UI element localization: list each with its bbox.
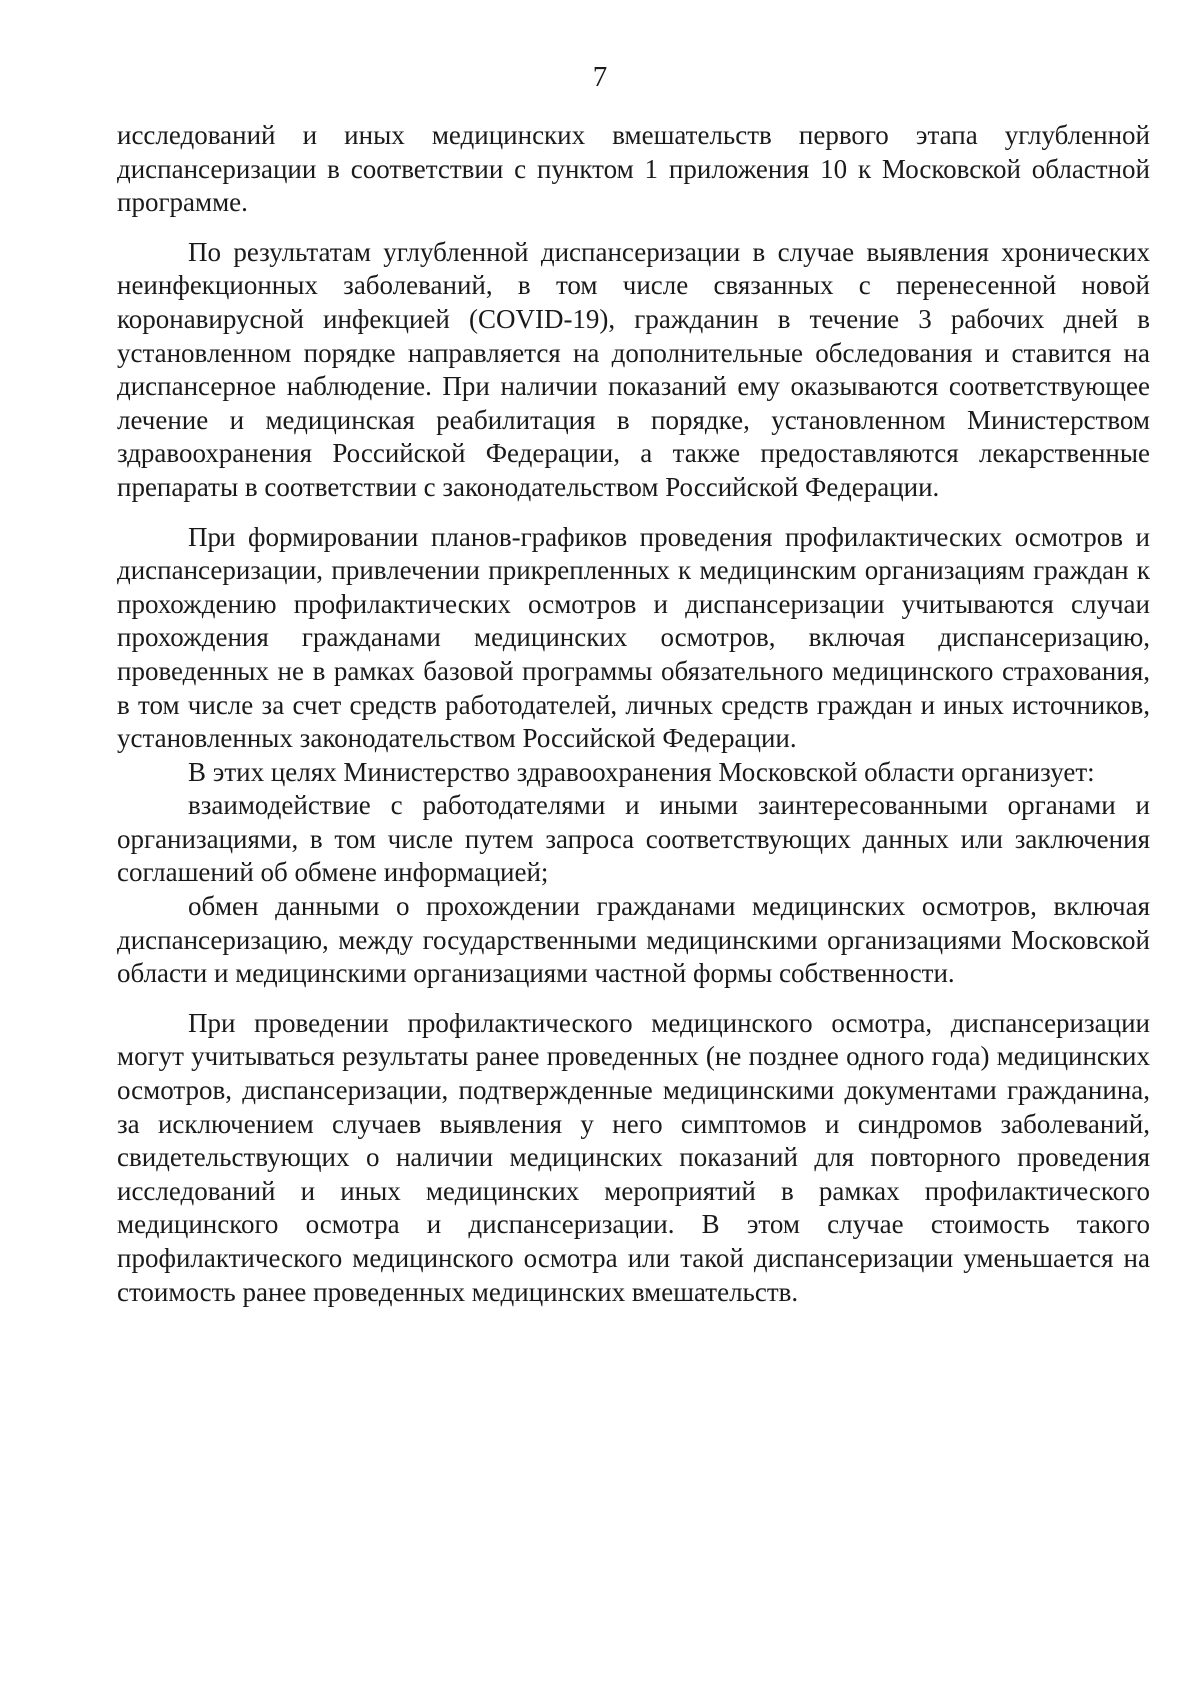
paragraph-prior-results: При проведении профилактического медицинского осмотра, диспансеризации могут учитываться результаты ранее проведенных (не позднее одного года) медицинских осмотров, диспансеризации, подтвержденные медицинскими документами гражданина, за исключением случаев выявления у него симптомов и синдромов заболеваний, свидетельствующих о наличии медицинских показаний для повторного проведения исследований и иных медицинских мероприятий в рамках профилактического медицинского осмотра и диспансеризации. В этом случае стоимость такого профилактического медицинского осмотра или такой диспансеризации уменьшается на стоимость ранее проведенных медицинских вмешательств. (117, 1007, 1150, 1307)
paragraph-gap (117, 220, 1150, 236)
paragraph-ministry-organizes: В этих целях Министерство здравоохранения Московской области организует: (188, 756, 1095, 787)
document-body (117, 119, 1150, 1309)
paragraph-data-exchange: обмен данными о прохождении гражданами медицинских осмотров, включая диспансеризацию, между государственными медицинскими организациями Московской области и медицинскими организациями частной формы собственности. (117, 891, 1150, 989)
paragraph-continuation: исследований и иных медицинских вмешательств первого этапа углубленной диспансеризации в соответствии с пунктом 1 приложения 10 к Московской областной программе. (117, 120, 1150, 218)
paragraph-results: По результатам углубленной диспансеризации в случае выявления хронических неинфекционных заболеваний, в том числе связанных с перенесенной новой коронавирусной инфекцией (COVID-19), гражданин в течение 3 рабочих дней в установленном порядке направляется на дополнительные обследования и ставится на диспансерное наблюдение. При наличии показаний ему оказываются соответствующее лечение и медицинская реабилитация в порядке, установленном Министерством здравоохранения Российской Федерации, а также предоставляются лекарственные препараты в соответствии с законодательством Российской Федерации. (117, 236, 1150, 502)
page-number: 7 (592, 61, 608, 93)
paragraph-schedules: При формировании планов-графиков проведения профилактических осмотров и диспансеризации, привлечении прикрепленных к медицинским организациям граждан к прохождению профилактических осмотров и диспансеризации учитываются случаи прохождения гражданами медицинских осмотров, включая диспансеризацию, проведенных не в рамках базовой программы обязательного медицинского страхования, в том числе за счет средств работодателей, личных средств граждан и иных источников, установленных законодательством Российской Федерации. (117, 521, 1150, 754)
paragraph-gap (117, 991, 1150, 1007)
paragraph-gap (117, 505, 1150, 521)
paragraph-interaction: взаимодействие с работодателями и иными заинтересованными органами и организациями, в том числе путем запроса соответствующих данных или заключения соглашений об обмене информацией; (117, 790, 1150, 888)
